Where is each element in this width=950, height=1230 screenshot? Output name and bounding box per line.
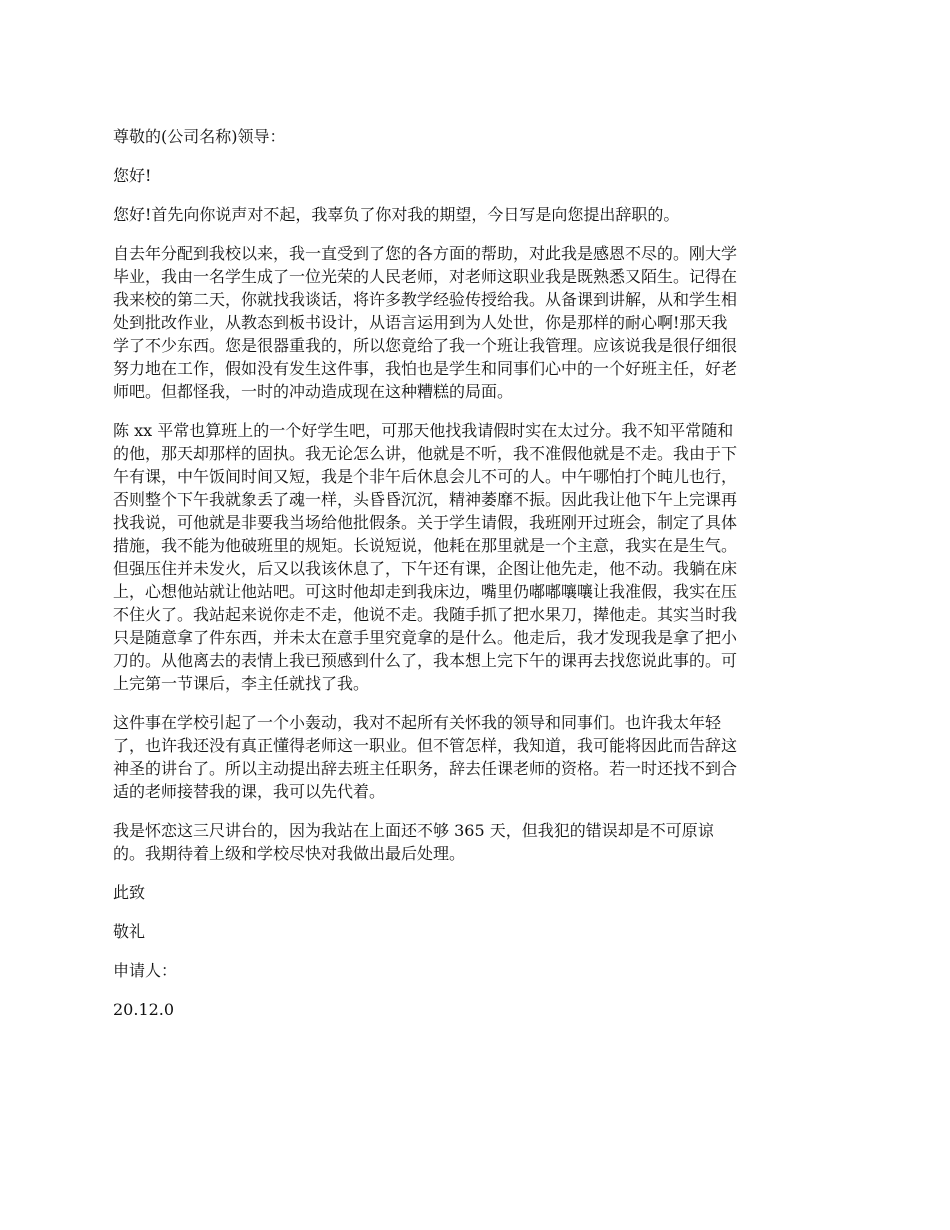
applicant-label: 申请人： [113,961,178,980]
closing-cizhi: 此致 [113,883,146,902]
paragraph-line: 的。我期待着上级和学校尽快对我做出最后处理。 [113,844,466,863]
paragraph-line: 上完第一节课后，李主任就找了我。 [113,674,370,693]
paragraph-line: 毕业，我由一名学生成了一位光荣的人民老师，对老师这职业我是既熟悉又陌生。记得在 [113,267,738,286]
paragraph-line: 陈 xx 平常也算班上的一个好学生吧，可那天他找我请假时实在太过分。我不知平常随和 [113,421,734,440]
paragraph-line: 刀的。从他离去的表情上我已预感到什么了，我本想上完下午的课再去找您说此事的。可 [113,651,738,670]
paragraph-line: 处到批改作业，从教态到板书设计，从语言运用到为人处世，你是那样的耐心啊!那天我 [113,313,728,332]
paragraph-line: 努力地在工作，假如没有发生这件事，我怕也是学生和同事们心中的一个好班主任，好老 [113,359,738,378]
paragraph-line: 不住火了。我站起来说你走不走，他说不走。我随手抓了把水果刀，撵他走。其实当时我 [113,605,738,624]
paragraph-line: 神圣的讲台了。所以主动提出辞去班主任职务，辞去任课老师的资格。若一时还找不到合 [113,759,738,778]
closing-jingli: 敬礼 [113,922,146,941]
paragraph-4 [113,819,841,865]
salutation: 尊敬的(公司名称)领导： [113,127,286,146]
paragraph-line: 的他，那天却那样的固执。我无论怎么讲，他就是不听，我不准假他就是不走。我由于下 [113,444,738,463]
paragraph-2 [113,419,841,695]
paragraph-line: 措施，我不能为他破班里的规矩。长说短说，他耗在那里就是一个主意，我实在是生气。 [113,536,738,555]
paragraph-line: 否则整个下午我就象丢了魂一样，头昏昏沉沉，精神萎靡不振。因此我让他下午上完课再 [113,490,738,509]
paragraph-line: 只是随意拿了件东西，并未太在意手里究竟拿的是什么。他走后，我才发现我是拿了把小 [113,628,738,647]
letter-page [113,125,841,1037]
paragraph-line: 师吧。但都怪我，一时的冲动造成现在这种糟糕的局面。 [113,382,514,401]
paragraph-1 [113,242,841,403]
paragraph-line: 午有课，中午饭间时间又短，我是个非午后休息会儿不可的人。中午哪怕打个盹儿也行， [113,467,738,486]
paragraph-line: 了，也许我还没有真正懂得老师这一职业。但不管怎样，我知道，我可能将因此而告辞这 [113,736,738,755]
paragraph-line: 我是怀恋这三尺讲台的，因为我站在上面还不够 365 天，但我犯的错误却是不可原谅 [113,821,714,840]
paragraph-line: 这件事在学校引起了一个小轰动，我对不起所有关怀我的领导和同事们。也许我太年轻 [113,713,722,732]
paragraph-line: 自去年分配到我校以来，我一直受到了您的各方面的帮助，对此我是感恩不尽的。刚大学 [113,244,738,263]
paragraph-line: 上，心想他站就让他站吧。可这时他却走到我床边，嘴里仍嘟嘟嚷嚷让我准假，我实在压 [113,582,738,601]
date: 20.12.0 [113,1000,175,1019]
paragraph-line: 找我说，可他就是非要我当场给他批假条。关于学生请假，我班刚开过班会，制定了具体 [113,513,738,532]
paragraph-line: 但强压住并未发火，后又以我该休息了，下午还有课，企图让他先走，他不动。我躺在床 [113,559,738,578]
intro-paragraph: 您好!首先向你说声对不起，我辜负了你对我的期望，今日写是向您提出辞职的。 [113,205,680,224]
paragraph-3 [113,711,841,803]
greeting: 您好! [113,166,152,185]
paragraph-line: 学了不少东西。您是很器重我的，所以您竟给了我一个班让我管理。应该说我是很仔细很 [113,336,738,355]
paragraph-line: 我来校的第二天，你就找我谈话，将许多教学经验传授给我。从备课到讲解，从和学生相 [113,290,738,309]
paragraph-line: 适的老师接替我的课，我可以先代着。 [113,782,386,801]
